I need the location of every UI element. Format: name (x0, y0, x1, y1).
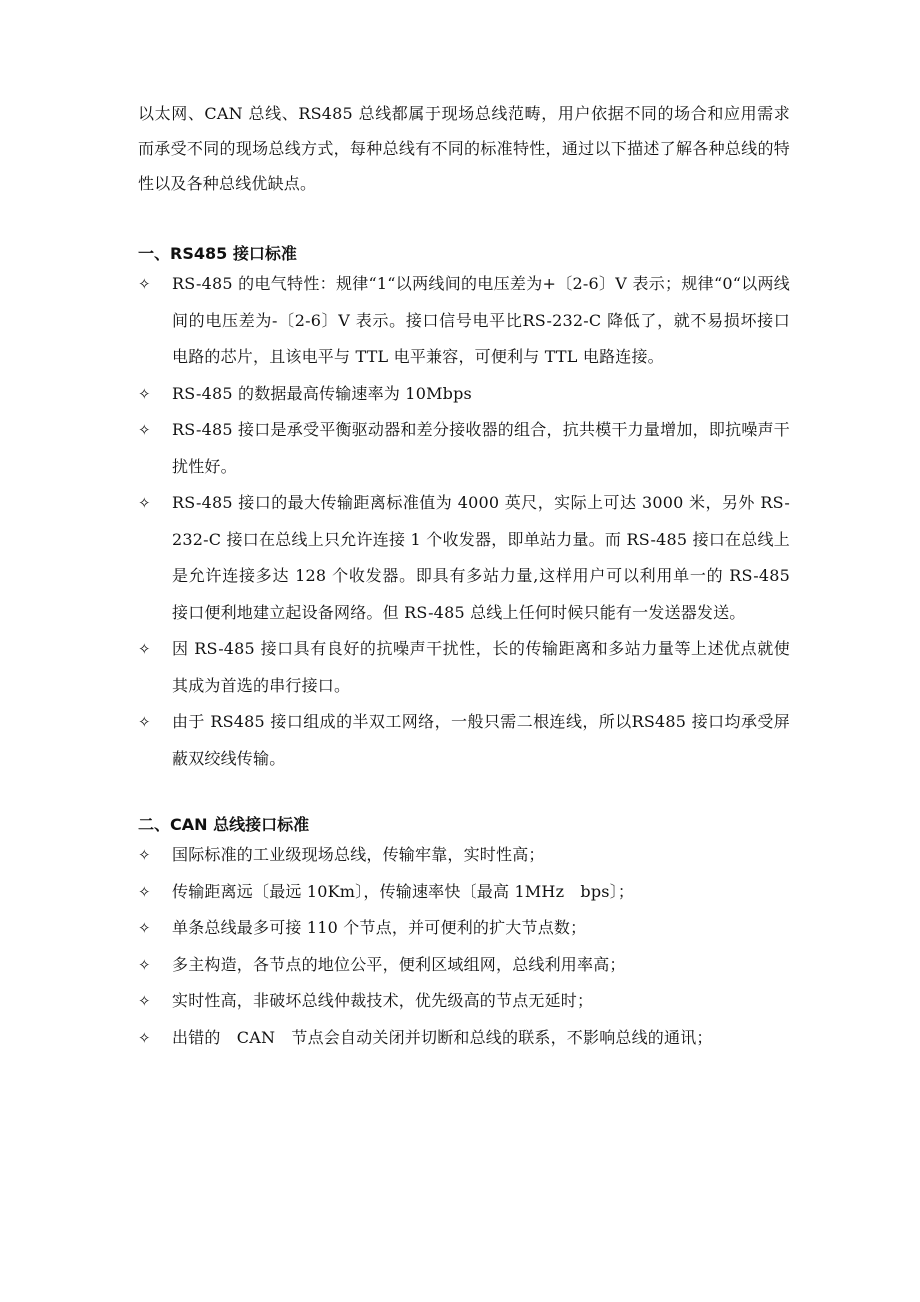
diamond-star-icon: ✧ (138, 955, 151, 974)
rs485-bullet-list (138, 266, 790, 777)
list-item-text: 出错的 CAN 节点会自动关闭并切断和总线的联系，不影响总线的通讯； (172, 1027, 713, 1047)
list-item (138, 266, 790, 376)
list-item-text: RS-485 接口是承受平衡驱动器和差分接收器的组合，抗共模干力量增加，即抗噪声干扰性好。 (172, 420, 790, 476)
list-item (138, 485, 790, 631)
list-item (138, 376, 790, 413)
section-heading-rs485: 一、RS485 接口标准 (138, 244, 297, 263)
list-item-text: 因 RS-485 接口具有良好的抗噪声干扰性，长的传输距离和多站力量等上述优点就使其成为首选的串行接口。 (172, 639, 790, 695)
diamond-star-icon: ✧ (138, 846, 151, 864)
diamond-star-icon: ✧ (138, 1028, 151, 1047)
list-item-text: 由于 RS485 接口组成的半双工网络，一般只需二根连线，所以RS485 接口均承受屏蔽双绞线传输。 (172, 712, 790, 768)
diamond-star-icon: ✧ (138, 494, 151, 512)
diamond-star-icon: ✧ (138, 713, 151, 731)
diamond-star-icon: ✧ (138, 640, 151, 658)
diamond-star-icon: ✧ (138, 919, 151, 938)
diamond-star-icon: ✧ (138, 421, 151, 439)
list-item (138, 704, 790, 777)
list-item-text: RS-485 的数据最高传输速率为 10Mbps (172, 383, 472, 403)
diamond-star-icon: ✧ (138, 992, 151, 1011)
list-item (138, 837, 790, 874)
can-bullet-list (138, 837, 790, 1057)
list-item-text: RS-485 接口的最大传输距离标准值为 4000 英尺，实际上可达 3000 米，另外 RS-232-C 接口在总线上只允许连接 1 个收发器，即单站力量。而 RS-485 接口在总线上是允许连接多达 128 个收发器。即具有多站力量,这样用户可以利用单一的 RS-485 接口便利地建立起设备网络。但 RS-485 总线上任何时候只能有一发送器发送。 (172, 493, 790, 622)
list-item-text: RS-485 的电气特性：规律“1“以两线间的电压差为+〔2-6〕V 表示；规律“0“以两线间的电压差为-〔2-6〕V 表示。接口信号电平比RS-232-C 降低了，就不易损坏接口电路的芯片，且该电平与 TTL 电平兼容，可便利与 TTL 电路连接。 (172, 274, 790, 366)
document-page (138, 96, 790, 1057)
list-item (138, 631, 790, 704)
list-item (138, 983, 790, 1020)
list-item-text: 多主构造，各节点的地位公平，便利区域组网，总线利用率高； (172, 954, 626, 974)
diamond-star-icon: ✧ (138, 882, 151, 901)
list-item (138, 412, 790, 485)
intro-paragraph: 以太网、CAN 总线、RS485 总线都属于现场总线范畴，用户依据不同的场合和应用需求而承受不同的现场总线方式，每种总线有不同的标准特性，通过以下描述了解各种总线的特性以及各种总线优缺点。 (138, 104, 790, 193)
list-item (138, 1020, 790, 1057)
list-item (138, 910, 790, 947)
diamond-star-icon: ✧ (138, 275, 151, 293)
list-item (138, 874, 790, 911)
section-heading-can: 二、CAN 总线接口标准 (138, 815, 310, 834)
diamond-star-icon: ✧ (138, 384, 151, 403)
list-item-text: 实时性高，非破坏总线仲裁技术，优先级高的节点无延时； (172, 991, 594, 1011)
list-item (138, 947, 790, 984)
list-item-text: 单条总线最多可接 110 个节点，并可便利的扩大节点数； (172, 918, 587, 938)
list-item-text: 传输距离远〔最远 10Km〕，传输速率快〔最高 1MHz bps〕； (172, 881, 635, 901)
list-item-text: 国际标准的工业级现场总线，传输牢靠，实时性高； (172, 845, 545, 864)
